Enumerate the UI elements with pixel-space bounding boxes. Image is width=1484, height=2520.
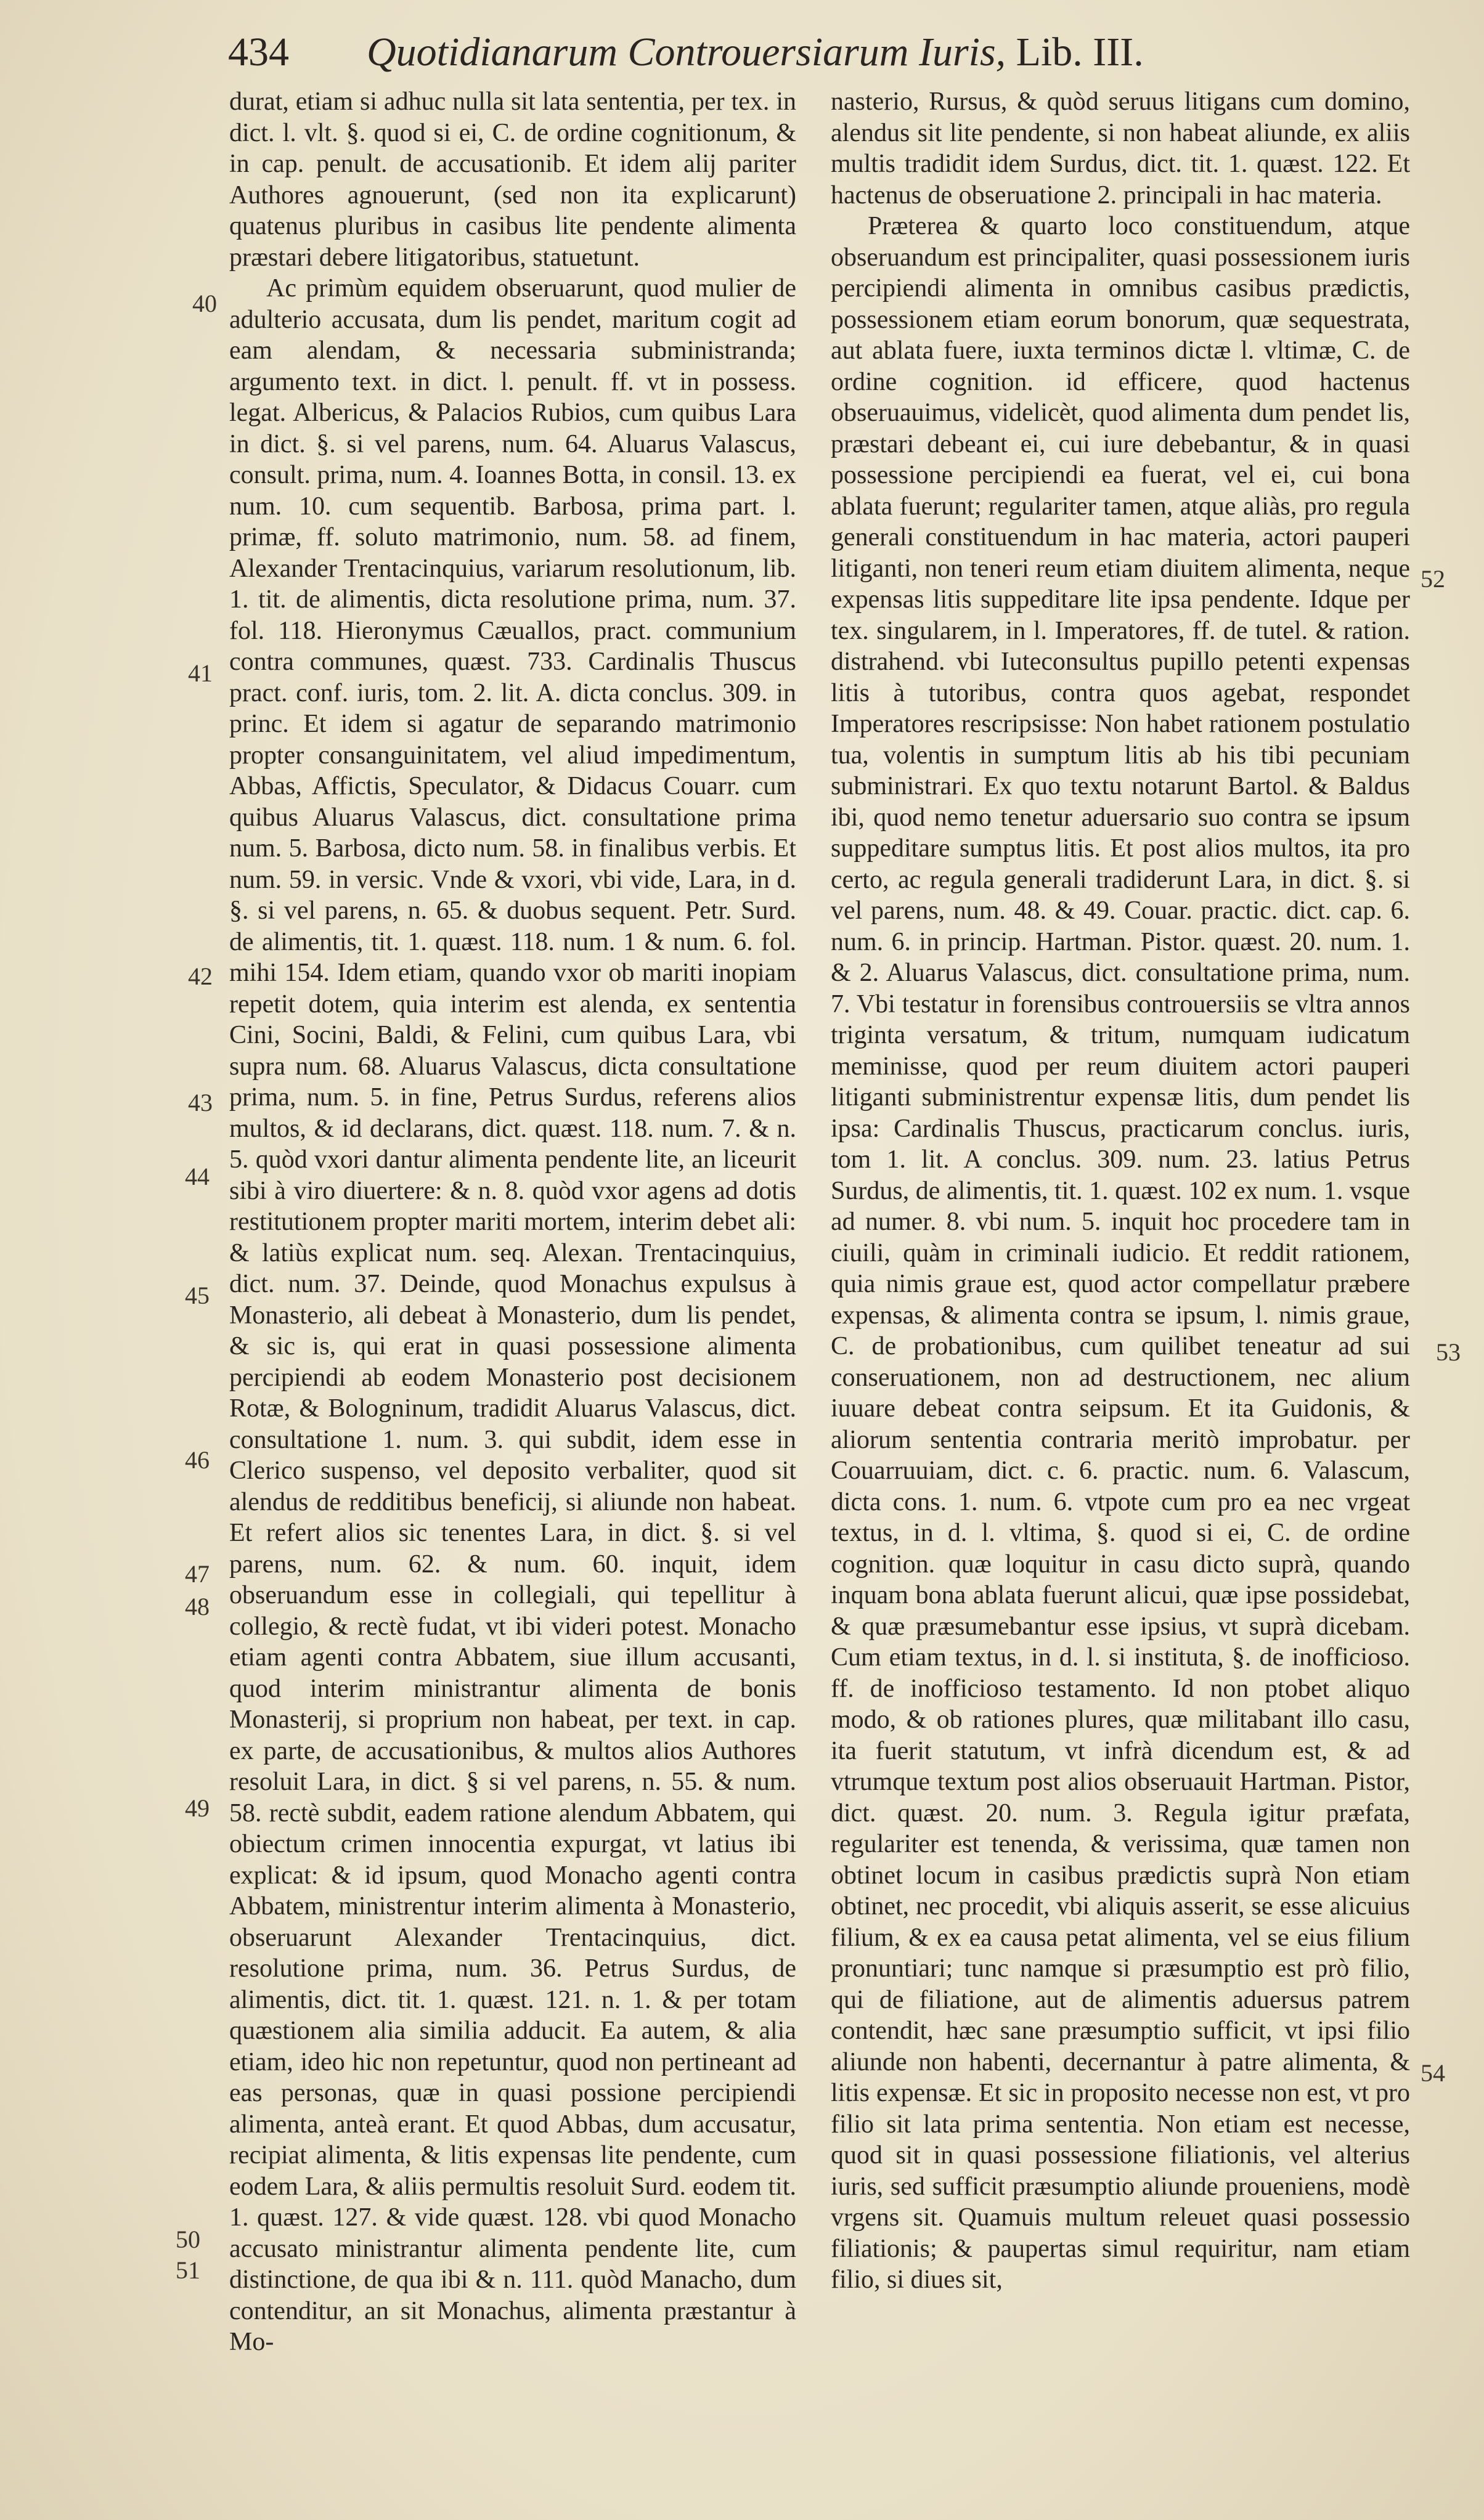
- left-text-column: [229, 86, 796, 2358]
- margin-number: 46: [185, 1446, 210, 1474]
- paragraph: durat, etiam si adhuc nulla sit lata sententia, per tex. in dict. l. vlt. §. quod si ei, C. de ordine cognitionum, & in cap. penult. de accusationib. Et idem alij pariter Authores agnouerunt, (sed non ita explicarunt) quatenus pluribus in casibus lite pendente alimenta præstari debere litigatoribus, statuetunt.: [229, 87, 796, 272]
- margin-number: 52: [1421, 565, 1445, 593]
- paragraph: Ac primùm equidem obseruarunt, quod mulier de adulterio accusata, dum lis pendet, maritum cogit ad eam alendam, & necessaria subministranda; argumento text. in dict. l. penult. ff. vt in possess. legat. Albericus, & Palacios Rubios, cum quibus Lara in dict. §. si vel parens, num. 64. Aluarus Valascus, consult. prima, num. 4. Ioannes Botta, in consil. 13. ex num. 10. cum sequentib. Barbosa, prima part. l. primæ, ff. soluto matrimonio, num. 58. ad finem, Alexander Trentacinquius, variarum resolutionum, lib. 1. tit. de alimentis, dicta resolutione prima, num. 37. fol. 118. Hieronymus Cæuallos, pract. communium contra communes, quæst. 733. Cardinalis Thuscus pract. conf. iuris, tom. 2. lit. A. dicta conclus. 309. in princ. Et idem si agatur de separando matrimonio propter consanguinitatem, vel aliud impedimentum, Abbas, Affictis, Speculator, & Didacus Couarr. cum quibus Aluarus Valascus, dict. consultatione prima num. 5. Barbosa, dicto num. 58. in finalibus verbis. Et num. 59. in versic. Vnde & vxori, vbi vide, Lara, in d. §. si vel parens, n. 65. & duobus sequent. Petr. Surd. de alimentis, tit. 1. quæst. 118. num. 1 & num. 6. fol. mihi 154. Idem etiam, quando vxor ob mariti inopiam repetit dotem, quia interim est alenda, ex sententia Cini, Socini, Baldi, & Felini, cum quibus Lara, vbi supra num. 68. Aluarus Valascus, dicta consultatione prima, num. 5. in fine, Petrus Surdus, referens alios multos, & id declarans, dict. quæst. 118. num. 7. & n. 5. quòd vxori dantur alimenta pendente lite, an liceurit sibi à viro diuertere: & n. 8. quòd vxor agens ad dotis restitutionem propter mariti mortem, interim debet ali: & latiùs explicat num. seq. Alexan. Trentacinquius, dict. num. 37. Deinde, quod Monachus expulsus à Monasterio, ali debeat à Monasterio, dum lis pendet, & sic is, qui erat in quasi possessione alimenta percipiendi ab eodem Monasterio post decisionem Rotæ, & Bologninum, tradidit Aluarus Valascus, dict. consultatione 1. num. 3. qui subdit, idem esse in Clerico suspenso, vel deposito verbaliter, quod sit alendus de redditibus beneficij, si aliunde non habeat. Et refert alios sic tenentes Lara, in dict. §. si vel parens, num. 62. & num. 60. inquit, idem obseruandum esse in collegiali, qui tepellitur à collegio, & rectè fudat, vt ibi videri potest. Monacho etiam agenti contra Abbatem, siue illum accusanti, quod interim ministrantur alimenta de bonis Monasterij, si proprium non habeat, per text. in cap. ex parte, de accusationibus, & multos alios Authores resoluit Lara, in dict. § si vel parens, n. 55. & num. 58. rectè subdit, eadem ratione alendum Abbatem, qui obiectum crimen innocentia expurgat, vt latius ibi explicat: & id ipsum, quod Monacho agenti contra Abbatem, ministrentur interim alimenta à Monasterio, obseruarunt Alexander Trentacinquius, dict. resolutione prima, num. 36. Petrus Surdus, de alimentis, dict. tit. 1. quæst. 121. n. 1. & per totam quæstionem alia similia adducit. Ea autem, & alia etiam, ideo hic non repetuntur, quod non pertineant ad eas personas, quæ in quasi possione percipiendi alimenta, anteà erant. Et quod Abbas, dum accusatur, recipiat alimenta, & litis expensas lite pendente, cum eodem Lara, & aliis permultis resoluit Surd. eodem tit. 1. quæst. 127. & vide quæst. 128. vbi quod Monacho accusato ministrantur alimenta pendente lite, cum distinctione, de qua ibi & n. 111. quòd Manacho, dum contenditur, an sit Monachus, alimenta præstantur à Mo-: [229, 274, 796, 2356]
- page-number: 434: [228, 30, 289, 75]
- margin-number: 40: [192, 290, 217, 317]
- margin-number: 45: [185, 1282, 210, 1309]
- margin-number: 47: [185, 1560, 210, 1588]
- running-header: [228, 25, 1337, 80]
- paragraph: nasterio, Rursus, & quòd seruus litigans cum domino, alendus sit lite pendente, si non habeat aliunde, ex aliis multis tradidit idem Surdus, dict. tit. 1. quæst. 122. Et hactenus de obseruatione 2. principali in hac materia.: [831, 87, 1410, 209]
- margin-number: 53: [1436, 1338, 1461, 1366]
- margin-number: 49: [185, 1794, 210, 1822]
- margin-number: 48: [185, 1593, 210, 1620]
- margin-number: 44: [185, 1163, 210, 1190]
- margin-number: 42: [188, 962, 213, 990]
- margin-number: 51: [176, 2256, 200, 2284]
- margin-number: 43: [188, 1089, 213, 1116]
- margin-number: 41: [188, 659, 213, 687]
- book-number: Lib. III.: [1016, 30, 1144, 75]
- margin-number: 54: [1421, 2059, 1445, 2087]
- paragraph: Præterea & quarto loco constituendum, atque obseruandum est principaliter, quasi possessionem iuris percipiendi alimenta in omnibus casibus prædictis, possessionem etiam eorum bonorum, quæ sequestrata, aut ablata fuere, iuxta terminos dictæ l. vltimæ, C. de ordine cognition. id efficere, quod hactenus obseruauimus, videlicèt, quod alimenta dum pendet lis, præstari debeant ei, cui iure debebantur, & in quasi possessione percipiendi ea fuerat, vel ei, cui bona ablata fuerunt; regulariter tamen, atque aliàs, pro regula generali constituendum in hac materia, actori pauperi litiganti, non teneri reum etiam diuitem alimenta, neque expensas litis suppeditare lite ipsa pendente. Idque per tex. singularem, in l. Imperatores, ff. de tutel. & ration. distrahend. vbi Iuteconsultus pupillo petenti expensas litis à tutoribus, contra quos agebat, respondet Imperatores rescripsisse: Non habet rationem postulatio tua, volentis in sumptum litis ab his tibi pecuniam subministrari. Ex quo textu notarunt Bartol. & Baldus ibi, quod nemo tenetur aduersario suo contra se ipsum suppeditare sumptus litis. Et post alios multos, ita pro certo, ac regula generali tradiderunt Lara, in dict. §. si vel parens, num. 48. & 49. Couar. practic. dict. cap. 6. num. 6. in princip. Hartman. Pistor. quæst. 20. num. 1. & 2. Aluarus Valascus, dict. consultatione prima, num. 7. Vbi testatur in forensibus controuersiis se vltra annos triginta versatum, & tritum, numquam iudicatum meminisse, quod per reum diuitem actori pauperi litiganti subministrentur expensæ litis, dum pendet lis ipsa: Cardinalis Thuscus, practicarum conclus. iuris, tom 1. lit. A conclus. 309. num. 23. latius Petrus Surdus, de alimentis, tit. 1. quæst. 102 ex num. 1. vsque ad numer. 8. vbi num. 5. inquit hoc procedere tam in ciuili, quàm in criminali iudicio. Et reddit rationem, quia nimis graue est, quod actor compellatur præbere expensas, & alimenta contra se ipsum, l. nimis graue, C. de probationibus, cum quilibet teneatur ad sui conseruationem, non ad destructionem, nec alium iuuare debeat contra seipsum. Et ita Guidonis, & aliorum sententia contraria meritò improbatur. per Couarruuiam, dict. c. 6. practic. num. 6. Valascum, dicta cons. 1. num. 6. vtpote cum pro ea nec vrgeat textus, in d. l. vltima, §. quod si ei, C. de ordine cognition. quæ loquitur in casu dicto suprà, quando inquam bona ablata fuerunt alicui, quæ ipse possidebat, & quæ præsumebantur esse ipsius, vt suprà dicebam. Cum etiam textus, in d. l. si instituta, §. de inofficioso. ff. de inofficioso testamento. Id non ptobet aliquo modo, & ob rationes plures, quæ militabant illo casu, ita fuerit statutum, vt infrà dicendum est, & ad vtrumque textum post alios obseruauit Hartman. Pistor, dict. quæst. 20. num. 3. Regula igitur præfata, regulariter est tenenda, & verissima, quæ tamen non obtinet locum in casibus prædictis suprà Non etiam obtinet, nec procedit, vbi aliquis asserit, se esse alicuius filium, & ex ea causa petat alimenta, vel se eius filium pronuntiari; tunc namque si præsumptio est prò filio, qui de filiatione, aut de alimentis aduersus patrem contendit, hæc sane præsumptio sufficit, vt ipsi filio aliunde non habenti, decernantur à patre alimenta, & litis expensæ. Et sic in proposito necesse non est, vt pro filio sit lata prima sententia. Non etiam est necesse, quod sit in quasi possessione filiationis, vel alterius iuris, sed sufficit præsumptio aliunde proueniens, modè vrgens sit. Quamuis multum releuet quasi possessio filiationis; & paupertas simul requiritur, nam etiam filio, si diues sit,: [831, 212, 1410, 2294]
- margin-number: 50: [176, 2225, 200, 2253]
- running-title: Quotidianarum Controuersiarum Iuris, Lib. III.: [367, 30, 1144, 75]
- right-text-column: [831, 86, 1410, 2296]
